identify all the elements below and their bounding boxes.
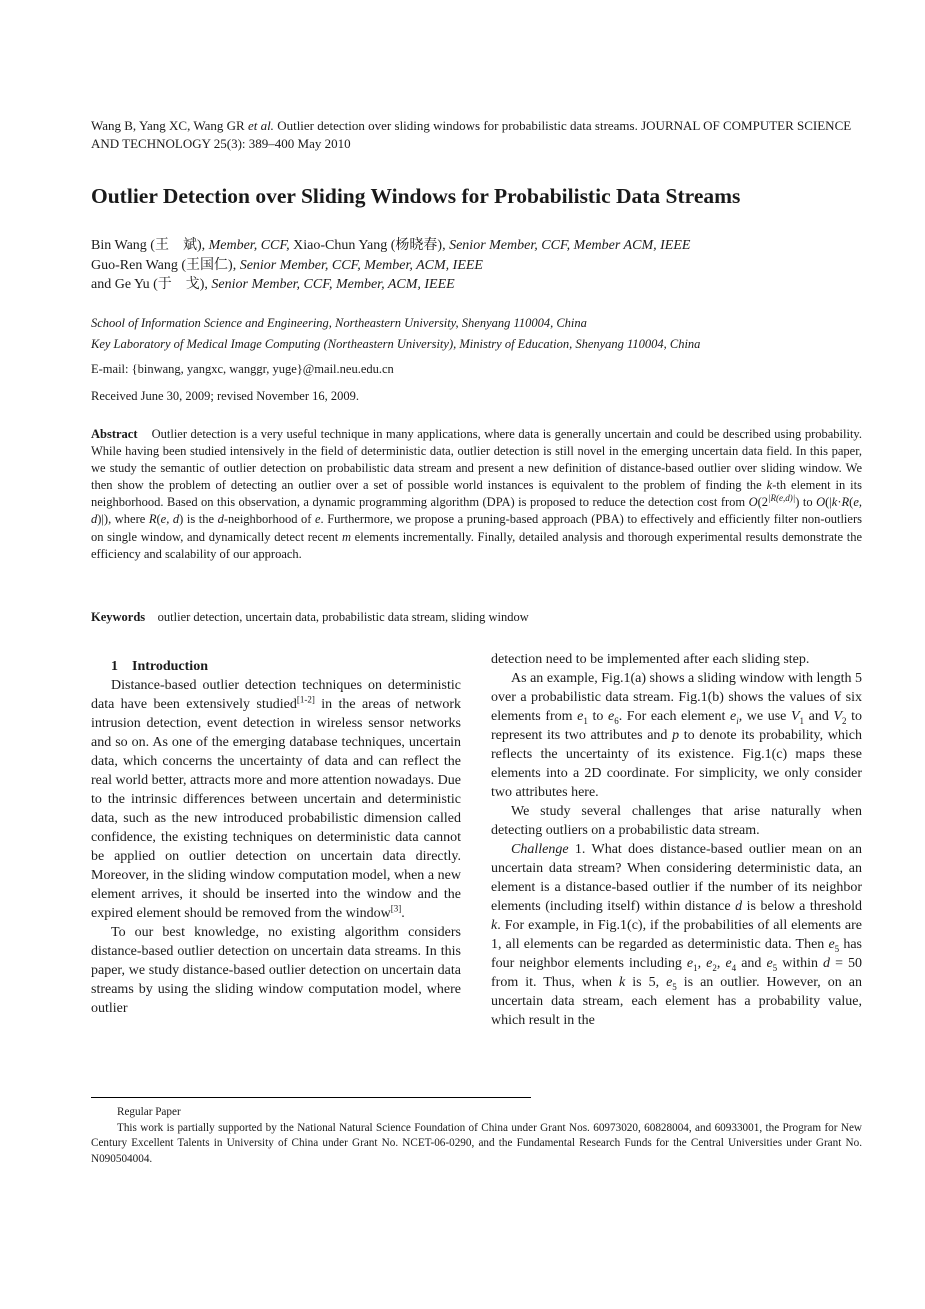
affiliation-2: Key Laboratory of Medical Image Computing (Northeastern University), Ministry of Education, Shenyang 110004, China [91,337,701,351]
footnote [91,1105,862,1167]
abstract-label: Abstract [91,427,138,441]
intro-paragraph-2: To our best knowledge, no existing algorithm considers distance-based outlier detection on uncertain data streams. In this paper, we study distance-based outlier detection on uncertain data streams by using the sliding window computation model, where outlier [91,925,461,1016]
author-line-1: Bin Wang (王 斌), Member, CCF, Xiao-Chun Yang (杨晓春), Senior Member, CCF, Member ACM, IEEE [91,238,691,253]
footnote-paper-type: Regular Paper [117,1106,181,1118]
left-column [91,657,461,1018]
author-line-2: Guo-Ren Wang (王国仁), Senior Member, CCF, Member, ACM, IEEE [91,257,483,273]
intro-paragraph-4: As an example, Fig.1(a) shows a sliding window with length 5 over a probabilistic data stream. Fig.1(b) shows the values of six elements from $e_1$ to $e_6$. For each element $e_i$, we use $V_1$ and $V_2$ to represent its two attributes and p to denote its probability, which reflects the uncertainty of its existence. Fig.1(c) maps these elements into a 2D coordinate. For simplicity, we only consider two attributes here. [491,671,862,800]
paper-title: Outlier Detection over Sliding Windows for Probabilistic Data Streams [91,184,741,208]
right-column [491,650,862,1030]
citation-header: Wang B, Yang XC, Wang GR et al. Outlier detection over sliding windows for probabilistic data streams. JOURNAL OF COMPUTER SCIENCE AND TECHNOLOGY 25(3): 389–400 May 2010 [91,118,852,151]
keywords: Keywords outlier detection, uncertain data, probabilistic data stream, sliding window [91,610,529,624]
section-heading-introduction: 1 Introduction [111,659,208,674]
keywords-label: Keywords [91,610,146,624]
author-list [91,236,871,295]
intro-paragraph-6: Challenge 1. What does distance-based outlier mean on an uncertain data stream? When considering deterministic data, an element is a distance-based outlier if the number of its neighbor elements (including itself) within distance d is below a threshold k. For example, in Fig.1(c), if the probabilities of all elements are 1, all elements can be regarded as deterministic data. Then $e_5$ has four neighbor elements including $e_1$, $e_2$, $e_4$ and $e_5$ within d = 50 from it. Thus, when k is 5, $e_5$ is an outlier. However, on an uncertain data stream, each element has a probability value, which result in the [491,842,863,1028]
footnote-rule [91,1097,531,1098]
received-date: Received June 30, 2009; revised November 16, 2009. [91,389,359,403]
affiliations [91,313,871,355]
intro-paragraph-5: We study several challenges that arise naturally when detecting outliers on a probabilistic data stream. [491,804,862,838]
intro-paragraph-1: Distance-based outlier detection techniques on deterministic data have been extensively studied[1-2] in the areas of network intrusion detection, event detection in wireless sensor networks and so on. As one of the emerging database techniques, uncertain data, which concerns the uncertainty of data and can reflect the real world better, attracts more and more attention nowadays. Due to the intrinsic differences between uncertain and deterministic data, such as the new introduced probabilistic dimension called confidence, the existing techniques on deterministic data cannot be applied on outlier detection on uncertain data directly. Moreover, in the sliding window computation model, when a new element arrives, it should be inserted into the window and the expired element should be removed from the window[3]. [91,678,461,921]
footnote-funding: This work is partially supported by the National Natural Science Foundation of China under Grant Nos. 60973020, 60828004, and 60933001, the Program for New Century Excellent Talents in University of China under Grant No. NCET-06-0290, and the Fundamental Research Funds for the Central Universities under Grant No. N090504004. [91,1121,862,1165]
author-email: E-mail: {binwang, yangxc, wanggr, yuge}@mail.neu.edu.cn [91,362,394,376]
intro-paragraph-3: detection need to be implemented after each sliding step. [491,652,810,667]
author-line-3: and Ge Yu (于 戈), Senior Member, CCF, Member, ACM, IEEE [91,277,455,292]
affiliation-1: School of Information Science and Engineering, Northeastern University, Shenyang 110004, China [91,316,587,330]
abstract: Abstract Outlier detection is a very useful technique in many applications, where data is generally uncertain and could be described using probability. While having been studied intensively in the field of deterministic data, outlier detection is still novel in the emerging uncertain data field. In this paper, we study the semantic of outlier detection on probabilistic data stream and present a new definition of distance-based outlier over sliding window. We then show the problem of detecting an outlier over a set of possible world instances is equivalent to the problem of finding the k-th element in its neighborhood. Based on this observation, a dynamic programming algorithm (DPA) is proposed to reduce the detection cost from $O(2^{|R(e,d)|})$ to O(|k·R(e, d)|), where R(e, d) is the d-neighborhood of e. Furthermore, we propose a pruning-based approach (PBA) to effectively and efficiently filter non-outliers on single window, and dynamically detect recent m elements incrementally. Finally, detailed analysis and thorough experimental results demonstrate the efficiency and scalability of our approach. [91,427,863,561]
